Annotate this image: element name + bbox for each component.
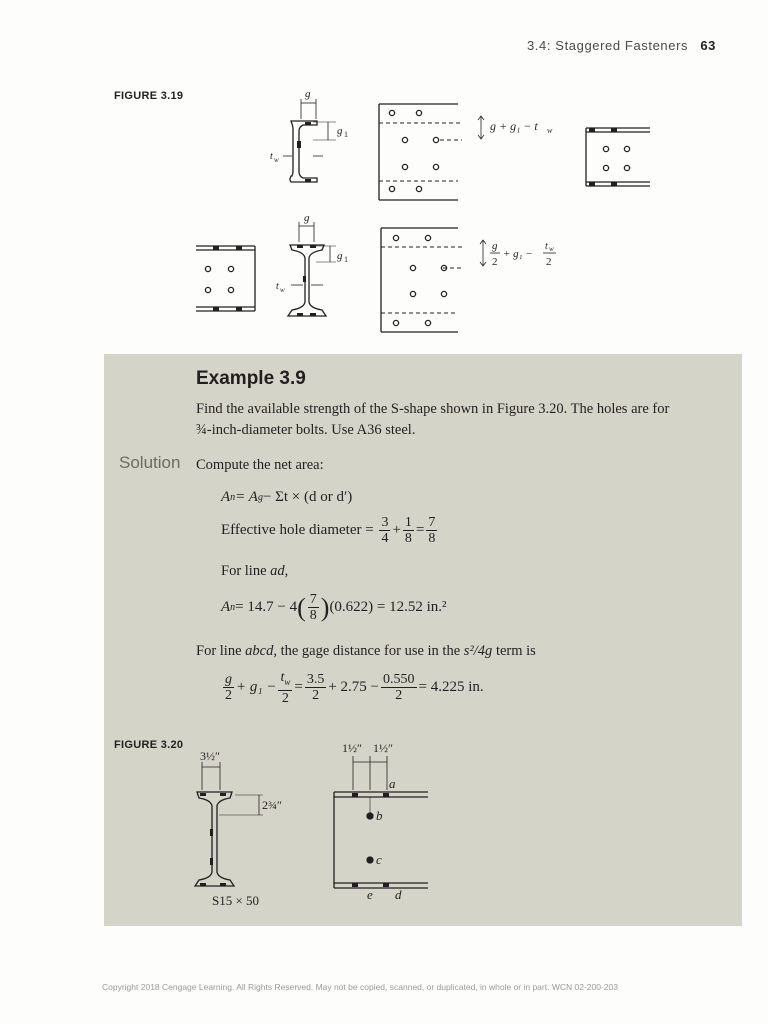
problem-statement [196,399,726,441]
svg-text:t: t [276,281,279,292]
svg-text:w: w [549,245,554,253]
equation-gage-distance: $\frac{g}{2}$ + g₁ − $\frac{t_w}{2}$ = $\frac{3.5}{2}$ + 2.75 − $\frac{0.550}{2}$ = 4.225 in. [225,670,484,706]
channel-section [283,99,336,182]
svg-text:t: t [270,151,273,162]
solution-label: Solution [119,453,181,472]
for-line-abcd: For line abcd, the gage distance for use in the s²/4g term is [196,643,536,659]
flange-strip-right [586,128,650,186]
equation-hole-diameter: Effective hole diameter = $\frac{3}{4}$ + $\frac{1}{8}$ = $\frac{7}{8}$ [221,515,436,546]
point-a: a [389,776,396,791]
figure-3-20 [0,730,768,920]
compute-text: Compute the net area: [196,457,324,473]
svg-text:w: w [547,126,553,135]
dim-flange-width: 3½″ [200,749,220,763]
point-e: e [367,887,373,902]
svg-text:t: t [545,241,548,252]
svg-text:w: w [280,286,285,294]
svg-text:g: g [492,240,498,252]
svg-text:+ g₁ −: + g₁ − [503,248,533,260]
svg-text:g: g [337,125,343,137]
point-b: b [376,808,383,823]
svg-text:w: w [274,156,279,164]
figure-3-19-label: FIGURE 3.19 [114,90,184,102]
example-title: Example 3.9 [196,368,306,389]
copyright-footer: Copyright 2018 Cengage Learning. All Rights Reserved. May not be copied, scanned, or duplicated, in whole or in part. WCN 02-200-203 [102,982,618,992]
figure-3-19 [0,0,768,350]
problem-line-1: Find the available strength of the S-shape shown in Figure 3.20. The holes are for [196,401,670,417]
page-number: 63 [700,38,716,53]
dim-expr-top: g + g₁ − t [490,119,538,133]
section-title: 3.4: Staggered Fasteners [527,38,689,53]
plate-bottom-right [381,228,486,332]
dim-gage: 2¾″ [262,798,282,812]
problem-fraction: ¾ [196,422,207,438]
plate-top-right [379,104,484,200]
dim-left-spacing: 1½″ [342,741,362,755]
shape-designation: S15 × 50 [212,893,260,908]
for-line-ad: For line ad, [221,563,289,579]
svg-text:2: 2 [546,256,552,268]
flange-strip-left [196,246,255,311]
svg-text:g: g [304,212,310,224]
equation-line-ad: A n = 14.7 − 4 ( $\frac{7}{8}$ ) (0.622) = 12.52 in.² [221,592,447,623]
point-c: c [376,852,382,867]
point-d: d [395,887,402,902]
equation-net-area: A n = A g − Σt × (d or d′) [221,489,353,505]
g-label-top: g [305,88,311,100]
svg-text:1: 1 [344,130,348,139]
svg-text:1: 1 [344,255,348,264]
problem-line-2: -inch-diameter bolts. Use A36 steel. [206,422,416,438]
s-shape-section [288,222,336,316]
svg-text:2: 2 [492,256,498,268]
svg-text:g: g [337,250,343,262]
figure-3-20-label: FIGURE 3.20 [114,739,184,751]
dim-right-spacing: 1½″ [373,741,393,755]
